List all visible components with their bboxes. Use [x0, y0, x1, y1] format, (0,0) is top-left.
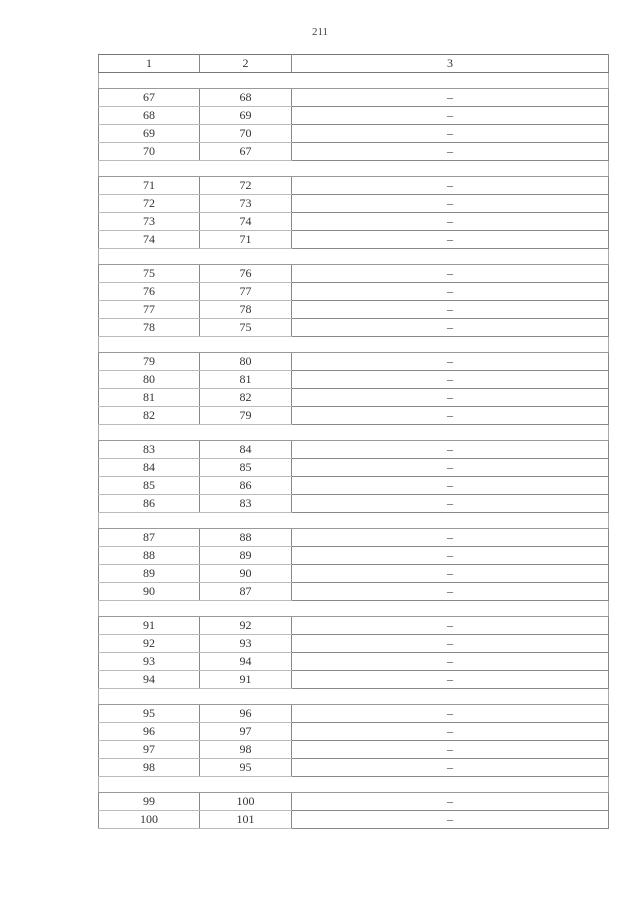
table-cell-col-1: 98: [99, 759, 200, 777]
table-cell-col-1: 100: [99, 811, 200, 829]
table-cell-col-1: 94: [99, 671, 200, 689]
table-row: [99, 231, 609, 249]
table-cell-col-1: 99: [99, 793, 200, 811]
table-cell-col-3: –: [292, 389, 609, 407]
data-table: [98, 54, 607, 829]
table-cell-col-3: –: [292, 265, 609, 283]
table-cell-col-2: 93: [200, 635, 292, 653]
table-cell-col-1: 72: [99, 195, 200, 213]
table-row: [99, 723, 609, 741]
table-cell-col-1: 83: [99, 441, 200, 459]
table-row: [99, 125, 609, 143]
table-row: [99, 283, 609, 301]
table-cell-col-1: 84: [99, 459, 200, 477]
table-cell-col-2: 84: [200, 441, 292, 459]
table-cell-col-2: 81: [200, 371, 292, 389]
table-row: [99, 371, 609, 389]
table-row: [99, 143, 609, 161]
table-cell-col-2: 100: [200, 793, 292, 811]
table-cell-col-3: –: [292, 547, 609, 565]
table-cell-col-3: –: [292, 177, 609, 195]
table-cell-col-3: –: [292, 107, 609, 125]
table-cell-col-2: 68: [200, 89, 292, 107]
group-separator-row: [99, 513, 609, 529]
table-row: [99, 653, 609, 671]
table-cell-col-1: 76: [99, 283, 200, 301]
group-separator-row: [99, 73, 609, 89]
table-cell-col-2: 97: [200, 723, 292, 741]
table-cell-col-3: –: [292, 143, 609, 161]
table-cell-col-2: 75: [200, 319, 292, 337]
table-cell-col-1: 74: [99, 231, 200, 249]
table-cell-col-1: 87: [99, 529, 200, 547]
table-cell-col-1: 81: [99, 389, 200, 407]
group-separator-cell: [99, 601, 609, 617]
table-cell-col-1: 91: [99, 617, 200, 635]
table-cell-col-2: 85: [200, 459, 292, 477]
table-cell-col-3: –: [292, 759, 609, 777]
table-cell-col-2: 76: [200, 265, 292, 283]
table-row: [99, 529, 609, 547]
table-cell-col-1: 73: [99, 213, 200, 231]
table-cell-col-1: 77: [99, 301, 200, 319]
group-separator-cell: [99, 337, 609, 353]
table-cell-col-2: 72: [200, 177, 292, 195]
group-separator-cell: [99, 161, 609, 177]
table-row: [99, 705, 609, 723]
table-row: [99, 793, 609, 811]
group-separator-row: [99, 425, 609, 441]
table-cell-col-3: –: [292, 89, 609, 107]
table-row: [99, 389, 609, 407]
table-cell-col-2: 80: [200, 353, 292, 371]
table-cell-col-2: 79: [200, 407, 292, 425]
table-cell-col-2: 69: [200, 107, 292, 125]
table-cell-col-1: 67: [99, 89, 200, 107]
table-cell-col-3: –: [292, 617, 609, 635]
table-row: [99, 477, 609, 495]
table-cell-col-1: 88: [99, 547, 200, 565]
table-cell-col-2: 86: [200, 477, 292, 495]
table-cell-col-3: –: [292, 213, 609, 231]
table-cell-col-2: 67: [200, 143, 292, 161]
table-cell-col-1: 82: [99, 407, 200, 425]
table-row: [99, 353, 609, 371]
table-cell-col-3: –: [292, 459, 609, 477]
table-row: [99, 759, 609, 777]
table-cell-col-3: –: [292, 741, 609, 759]
group-separator-cell: [99, 425, 609, 441]
table-cell-col-2: 71: [200, 231, 292, 249]
table-body: [99, 55, 609, 829]
group-separator-cell: [99, 249, 609, 265]
table-cell-col-1: 68: [99, 107, 200, 125]
table-cell-col-3: –: [292, 353, 609, 371]
table-header-row: [99, 55, 609, 73]
column-header-3: 3: [292, 55, 609, 73]
table-cell-col-3: –: [292, 723, 609, 741]
table-cell-col-3: –: [292, 125, 609, 143]
group-separator-row: [99, 689, 609, 705]
table-cell-col-2: 90: [200, 565, 292, 583]
table-cell-col-2: 98: [200, 741, 292, 759]
table-cell-col-1: 96: [99, 723, 200, 741]
table-row: [99, 89, 609, 107]
column-header-1: 1: [99, 55, 200, 73]
group-separator-row: [99, 601, 609, 617]
table-cell-col-2: 88: [200, 529, 292, 547]
table-row: [99, 617, 609, 635]
table-cell-col-3: –: [292, 565, 609, 583]
table-cell-col-3: –: [292, 793, 609, 811]
table-row: [99, 459, 609, 477]
table-cell-col-3: –: [292, 635, 609, 653]
table-row: [99, 107, 609, 125]
table-cell-col-1: 78: [99, 319, 200, 337]
group-separator-cell: [99, 689, 609, 705]
table-cell-col-3: –: [292, 231, 609, 249]
table-cell-col-3: –: [292, 495, 609, 513]
group-separator-row: [99, 161, 609, 177]
table-cell-col-3: –: [292, 195, 609, 213]
table-cell-col-3: –: [292, 283, 609, 301]
table-cell-col-2: 77: [200, 283, 292, 301]
table-cell-col-2: 87: [200, 583, 292, 601]
table-cell-col-1: 92: [99, 635, 200, 653]
group-separator-cell: [99, 513, 609, 529]
table-cell-col-1: 97: [99, 741, 200, 759]
table-cell-col-2: 82: [200, 389, 292, 407]
table-cell-col-3: –: [292, 301, 609, 319]
table-cell-col-3: –: [292, 441, 609, 459]
column-header-2: 2: [200, 55, 292, 73]
table-row: [99, 635, 609, 653]
table-cell-col-1: 93: [99, 653, 200, 671]
table-cell-col-2: 83: [200, 495, 292, 513]
table-cell-col-2: 94: [200, 653, 292, 671]
table-row: [99, 177, 609, 195]
table-cell-col-3: –: [292, 529, 609, 547]
table-cell-col-3: –: [292, 811, 609, 829]
table-row: [99, 547, 609, 565]
table-row: [99, 265, 609, 283]
table-row: [99, 407, 609, 425]
table-cell-col-1: 95: [99, 705, 200, 723]
table-cell-col-2: 74: [200, 213, 292, 231]
table-row: [99, 741, 609, 759]
table-cell-col-2: 89: [200, 547, 292, 565]
table-cell-col-2: 91: [200, 671, 292, 689]
table-cell-col-1: 89: [99, 565, 200, 583]
table-cell-col-3: –: [292, 319, 609, 337]
table-cell-col-1: 85: [99, 477, 200, 495]
table-cell-col-1: 70: [99, 143, 200, 161]
table-cell-col-3: –: [292, 407, 609, 425]
table-row: [99, 301, 609, 319]
table-cell-col-1: 75: [99, 265, 200, 283]
table-cell-col-3: –: [292, 653, 609, 671]
table-cell-col-2: 92: [200, 617, 292, 635]
table-row: [99, 495, 609, 513]
table-cell-col-2: 95: [200, 759, 292, 777]
group-separator-cell: [99, 73, 609, 89]
table-cell-col-3: –: [292, 371, 609, 389]
table-cell-col-1: 71: [99, 177, 200, 195]
group-separator-cell: [99, 777, 609, 793]
table-cell-col-3: –: [292, 705, 609, 723]
table-cell-col-3: –: [292, 477, 609, 495]
table-cell-col-3: –: [292, 583, 609, 601]
group-separator-row: [99, 777, 609, 793]
group-separator-row: [99, 249, 609, 265]
table-cell-col-1: 79: [99, 353, 200, 371]
table-row: [99, 811, 609, 829]
table-row: [99, 565, 609, 583]
table-row: [99, 441, 609, 459]
table-row: [99, 671, 609, 689]
table-row: [99, 195, 609, 213]
table-cell-col-3: –: [292, 671, 609, 689]
table-cell-col-1: 86: [99, 495, 200, 513]
group-separator-row: [99, 337, 609, 353]
table-cell-col-1: 80: [99, 371, 200, 389]
table-row: [99, 213, 609, 231]
table-cell-col-2: 78: [200, 301, 292, 319]
table-row: [99, 583, 609, 601]
table-cell-col-2: 73: [200, 195, 292, 213]
table-row: [99, 319, 609, 337]
table-cell-col-2: 101: [200, 811, 292, 829]
table-cell-col-1: 90: [99, 583, 200, 601]
table-cell-col-2: 96: [200, 705, 292, 723]
table-cell-col-2: 70: [200, 125, 292, 143]
page-number: 211: [311, 26, 329, 38]
table-cell-col-1: 69: [99, 125, 200, 143]
